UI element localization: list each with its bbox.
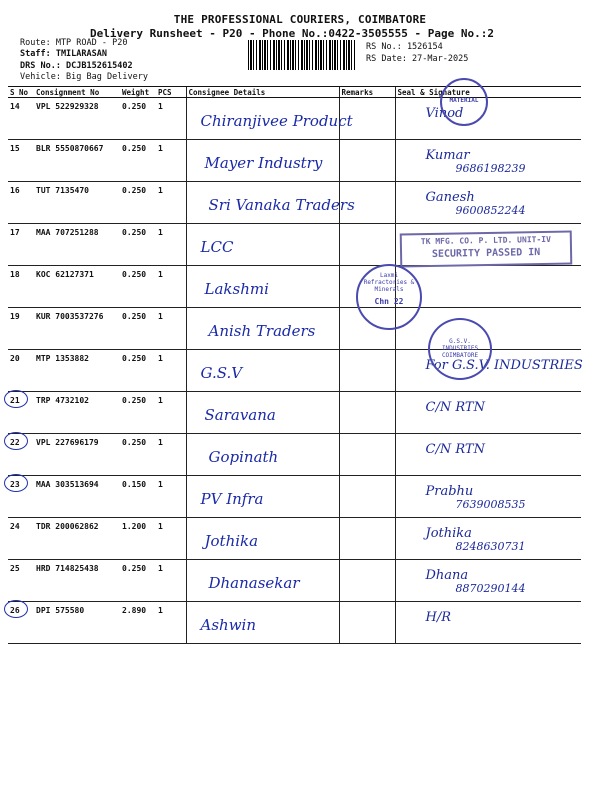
cell-sno-text: 15 <box>10 144 20 153</box>
cell-sno <box>8 392 34 434</box>
cell-weight-text: 0.250 <box>122 270 147 279</box>
handwritten-signature: Prabhu <box>425 484 474 499</box>
table-header-row <box>8 87 581 98</box>
handwritten-consignee: Ashwin <box>200 616 256 634</box>
cell-sno <box>8 560 34 602</box>
table-row <box>8 392 581 434</box>
cell-remarks <box>339 350 395 392</box>
cell-pcs <box>156 434 186 476</box>
cell-pcs-text: 1 <box>158 606 163 615</box>
cell-signature <box>395 518 581 560</box>
cell-consignment-no <box>34 476 120 518</box>
handwritten-phone: 9686198239 <box>455 162 526 175</box>
cell-weight-text: 0.250 <box>122 144 147 153</box>
cell-consignee <box>186 140 339 182</box>
cell-consignee <box>186 224 339 266</box>
cell-pcs-text: 1 <box>158 438 163 447</box>
cell-signature <box>395 476 581 518</box>
table-row <box>8 140 581 182</box>
cell-consignment-no-text: KOC 62127371 <box>36 270 94 279</box>
handwritten-signature: For G.S.V. INDUSTRIES <box>425 358 583 373</box>
material-seal-text: MATERIAL <box>449 97 479 104</box>
cell-remarks <box>339 224 395 266</box>
cell-pcs <box>156 518 186 560</box>
cell-pcs <box>156 98 186 140</box>
cell-remarks <box>339 392 395 434</box>
cell-sno <box>8 266 34 308</box>
handwritten-signature: Kumar <box>425 148 470 163</box>
cell-consignment-no <box>34 392 120 434</box>
cell-weight-text: 0.250 <box>122 396 147 405</box>
cell-sno-text: 17 <box>10 228 20 237</box>
company-title: THE PROFESSIONAL COURIERS, COIMBATORE <box>173 13 427 26</box>
cell-sno-text: 18 <box>10 270 20 279</box>
cell-weight-text: 0.250 <box>122 354 147 363</box>
cell-weight-text: 0.250 <box>122 312 147 321</box>
cell-sno-text: 20 <box>10 354 20 363</box>
handwritten-consignee: G.S.V <box>200 364 243 382</box>
runsheet-title: Delivery Runsheet - P20 - Phone No.:0422-3505555 - Page No.:2 <box>90 27 494 40</box>
cell-pcs <box>156 392 186 434</box>
cell-sno <box>8 602 34 644</box>
cell-sno <box>8 476 34 518</box>
handwritten-consignee: Mayer Industry <box>204 154 323 172</box>
handwritten-consignee: Jothika <box>204 532 259 550</box>
cell-signature <box>395 602 581 644</box>
cell-pcs-text: 1 <box>158 228 163 237</box>
handwritten-consignee: Anish Traders <box>208 322 316 340</box>
handwritten-consignee: PV Infra <box>200 490 264 508</box>
cell-weight-text: 0.250 <box>122 186 147 195</box>
cell-weight-text: 1.200 <box>122 522 147 531</box>
pen-circle-mark <box>4 432 28 450</box>
table-row <box>8 350 581 392</box>
refractories-seal <box>356 264 422 330</box>
cell-weight-text: 0.250 <box>122 228 147 237</box>
cell-weight <box>120 308 156 350</box>
cell-consignee <box>186 476 339 518</box>
cell-sno <box>8 98 34 140</box>
cell-remarks <box>339 140 395 182</box>
cell-sno-text: 23 <box>10 480 20 489</box>
cell-weight <box>120 392 156 434</box>
cell-pcs <box>156 266 186 308</box>
handwritten-consignee: Gopinath <box>208 448 279 466</box>
runsheet-table <box>8 86 581 644</box>
cell-sno <box>8 140 34 182</box>
cell-remarks <box>339 560 395 602</box>
gsv-seal <box>428 318 492 380</box>
handwritten-signature: Dhana <box>425 568 469 583</box>
cell-consignee <box>186 560 339 602</box>
cell-consignee <box>186 308 339 350</box>
cell-weight <box>120 350 156 392</box>
cell-consignment-no-text: MTP 1353882 <box>36 354 89 363</box>
cell-signature <box>395 266 581 308</box>
cell-pcs <box>156 224 186 266</box>
cell-sno-text: 22 <box>10 438 20 447</box>
cell-sno <box>8 434 34 476</box>
cell-sno <box>8 182 34 224</box>
cell-consignment-no-text: HRD 714825438 <box>36 564 99 573</box>
staff-label: Staff: TMILARASAN <box>20 49 107 59</box>
cell-consignee <box>186 266 339 308</box>
cell-signature <box>395 98 581 140</box>
col-remarks: Remarks <box>339 87 395 98</box>
handwritten-consignee: Saravana <box>204 406 276 424</box>
cell-pcs <box>156 602 186 644</box>
handwritten-signature: C/N RTN <box>425 442 485 457</box>
cell-consignment-no <box>34 434 120 476</box>
cell-consignment-no-text: MAA 303513694 <box>36 480 99 489</box>
cell-sno-text: 24 <box>10 522 20 531</box>
rs-date: RS Date: 27-Mar-2025 <box>366 54 469 64</box>
handwritten-signature: C/N RTN <box>425 400 485 415</box>
cell-consignee <box>186 392 339 434</box>
cell-consignment-no <box>34 182 120 224</box>
cell-sno-text: 14 <box>10 102 20 111</box>
cell-consignment-no-text: VPL 522929328 <box>36 102 99 111</box>
cell-sno-text: 16 <box>10 186 20 195</box>
cell-weight <box>120 98 156 140</box>
cell-consignment-no <box>34 308 120 350</box>
cell-consignment-no-text: MAA 707251288 <box>36 228 99 237</box>
cell-weight-text: 0.250 <box>122 438 147 447</box>
cell-weight <box>120 434 156 476</box>
cell-remarks <box>339 182 395 224</box>
col-consignment-no: Consignment No <box>34 87 120 98</box>
cell-sno-text: 25 <box>10 564 20 573</box>
rs-number: RS No.: 1526154 <box>366 42 443 52</box>
cell-consignee <box>186 182 355 224</box>
cell-consignment-no-text: DPI 575580 <box>36 606 85 615</box>
cell-pcs-text: 1 <box>158 354 163 363</box>
cell-pcs-text: 1 <box>158 522 163 531</box>
cell-sno-text: 19 <box>10 312 20 321</box>
col-sno: S No <box>8 87 34 98</box>
table-row <box>8 434 581 476</box>
barcode <box>248 40 356 70</box>
cell-pcs-text: 1 <box>158 480 163 489</box>
cell-sno-text: 26 <box>10 606 20 615</box>
cell-pcs-text: 1 <box>158 102 163 111</box>
cell-pcs-text: 1 <box>158 144 163 153</box>
refractories-seal-name: Laxmi Refractories & Minerals <box>363 272 415 293</box>
col-seal-signature: Seal & Signature <box>395 87 581 98</box>
cell-sno <box>8 308 34 350</box>
cell-consignee <box>186 350 339 392</box>
cell-consignee <box>186 434 339 476</box>
cell-signature <box>395 560 581 602</box>
cell-weight <box>120 266 156 308</box>
handwritten-consignee: Chiranjivee Product <box>200 112 353 130</box>
cell-weight <box>120 560 156 602</box>
gsv-seal-text: G.S.V. INDUSTRIES COIMBATORE <box>441 338 479 359</box>
material-seal <box>440 78 488 126</box>
cell-consignment-no <box>34 98 120 140</box>
handwritten-phone: 9600852244 <box>455 204 526 217</box>
handwritten-consignee: Dhanasekar <box>208 574 300 592</box>
pen-circle-mark <box>4 390 28 408</box>
cell-remarks <box>339 476 395 518</box>
cell-weight <box>120 602 156 644</box>
cell-pcs <box>156 308 186 350</box>
cell-pcs-text: 1 <box>158 186 163 195</box>
pen-circle-mark <box>4 600 28 618</box>
col-weight: Weight <box>120 87 156 98</box>
cell-pcs <box>156 350 186 392</box>
handwritten-signature: Jothika <box>425 526 472 541</box>
refractories-seal-center: Chn 22 <box>374 297 404 306</box>
table-row <box>8 98 581 140</box>
cell-signature <box>395 182 581 224</box>
security-stamp-text: SECURITY PASSED IN <box>431 247 541 260</box>
col-pcs: PCS <box>156 87 186 98</box>
cell-consignment-no <box>34 350 120 392</box>
table-row <box>8 476 581 518</box>
security-stamp-company: TK MFG. CO. P. LTD. UNIT-IV <box>420 234 551 247</box>
drs-number: DRS No.: DCJB152615402 <box>20 61 133 71</box>
security-stamp <box>400 231 573 268</box>
cell-pcs-text: 1 <box>158 312 163 321</box>
cell-signature <box>395 434 581 476</box>
table-row <box>8 182 581 224</box>
cell-consignee <box>186 98 353 140</box>
cell-pcs <box>156 182 186 224</box>
cell-consignment-no <box>34 560 120 602</box>
handwritten-consignee: Sri Vanaka Traders <box>208 196 355 214</box>
cell-consignment-no-text: KUR 7003537276 <box>36 312 104 321</box>
cell-remarks <box>339 434 395 476</box>
cell-signature <box>395 140 581 182</box>
cell-weight <box>120 140 156 182</box>
handwritten-phone: 8870290144 <box>455 582 526 595</box>
table-row <box>8 518 581 560</box>
cell-pcs <box>156 476 186 518</box>
cell-weight-text: 0.250 <box>122 102 147 111</box>
cell-weight <box>120 518 156 560</box>
handwritten-signature: Vinod <box>425 106 464 121</box>
handwritten-consignee: Lakshmi <box>204 280 269 298</box>
table-row <box>8 308 581 350</box>
handwritten-consignee: LCC <box>200 238 234 256</box>
cell-consignment-no <box>34 140 120 182</box>
handwritten-phone: 7639008535 <box>455 498 526 511</box>
route-label: Route: MTP ROAD - P20 <box>20 38 128 48</box>
cell-consignment-no-text: BLR 5550870667 <box>36 144 104 153</box>
table-row <box>8 560 581 602</box>
cell-pcs-text: 1 <box>158 564 163 573</box>
cell-sno <box>8 224 34 266</box>
cell-consignee <box>186 602 339 644</box>
cell-sno-text: 21 <box>10 396 20 405</box>
cell-consignment-no-text: TUT 7135470 <box>36 186 89 195</box>
cell-remarks <box>339 602 395 644</box>
cell-consignee <box>186 518 339 560</box>
cell-consignment-no <box>34 266 120 308</box>
handwritten-phone: 8248630731 <box>455 540 526 553</box>
cell-consignment-no <box>34 224 120 266</box>
cell-weight-text: 0.150 <box>122 480 147 489</box>
table-row <box>8 266 581 308</box>
table-row <box>8 602 581 644</box>
cell-weight-text: 2.890 <box>122 606 147 615</box>
cell-consignment-no <box>34 518 120 560</box>
cell-weight <box>120 476 156 518</box>
cell-remarks <box>339 98 395 140</box>
cell-weight <box>120 224 156 266</box>
vehicle-label: Vehicle: Big Bag Delivery <box>20 72 148 82</box>
cell-pcs-text: 1 <box>158 270 163 279</box>
cell-consignment-no <box>34 602 120 644</box>
handwritten-signature: H/R <box>425 610 452 625</box>
pen-circle-mark <box>4 474 28 492</box>
cell-pcs <box>156 560 186 602</box>
cell-signature <box>395 392 581 434</box>
cell-sno <box>8 350 34 392</box>
cell-pcs-text: 1 <box>158 396 163 405</box>
handwritten-signature: Ganesh <box>425 190 475 205</box>
cell-remarks <box>339 518 395 560</box>
cell-weight-text: 0.250 <box>122 564 147 573</box>
col-consignee-details: Consignee Details <box>186 87 339 98</box>
cell-consignment-no-text: TDR 200062862 <box>36 522 99 531</box>
cell-weight <box>120 182 156 224</box>
cell-consignment-no-text: TRP 4732102 <box>36 396 89 405</box>
cell-sno <box>8 518 34 560</box>
cell-consignment-no-text: VPL 227696179 <box>36 438 99 447</box>
cell-pcs <box>156 140 186 182</box>
